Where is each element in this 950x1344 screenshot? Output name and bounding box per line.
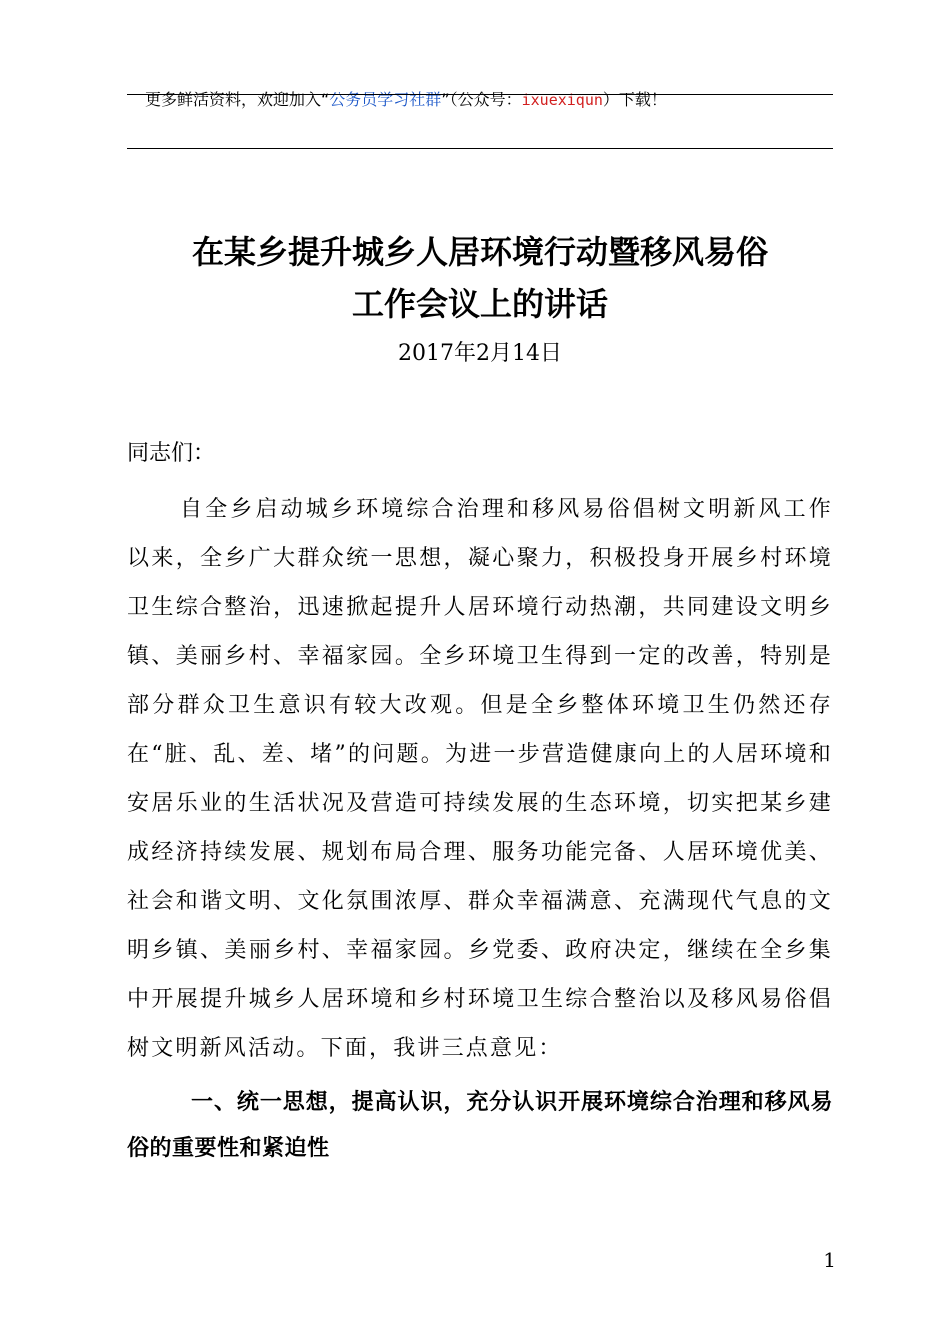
header-rule-bottom (127, 148, 833, 149)
greeting: 同志们： (127, 441, 216, 466)
header-rule-top (127, 94, 833, 95)
wechat-account: ixuexiqun (521, 91, 603, 109)
promo-banner (127, 88, 833, 112)
banner-middle: ”（公众号： (441, 90, 522, 109)
banner-prefix: 更多鲜活资料，欢迎加入“ (145, 90, 330, 109)
body-paragraph: 自全乡启动城乡环境综合治理和移风易俗倡树文明新风工作以来，全乡广大群众统一思想，凝心聚力，积极投身开展乡村环境卫生综合整治，迅速掀起提升人居环境行动热潮，共同建设文明乡镇、美丽乡村、幸福家园。全乡环境卫生得到一定的改善，特别是部分群众卫生意识有较大改观。但是全乡整体环境卫生仍然还存在“脏、乱、差、堵”的问题。为进一步营造健康向上的人居环境和安居乐业的生活状况及营造可持续发展的生态环境，切实把某乡建成经济持续发展、规划布局合理、服务功能完备、人居环境优美、社会和谐文明、文化氛围浓厚、群众幸福满意、充满现代气息的文明乡镇、美丽乡村、幸福家园。乡党委、政府决定，继续在全乡集中开展提升城乡人居环境和乡村环境卫生综合整治以及移风易俗倡树文明新风活动。下面，我讲三点意见： (127, 497, 833, 1061)
banner-suffix: ）下载！ (602, 90, 667, 109)
document-date: 2017年2月14日 (398, 341, 562, 366)
document-title-line2: 工作会议上的讲话 (351, 285, 608, 323)
document-title-line1: 在某乡提升城乡人居环境行动暨移风易俗 (191, 233, 768, 271)
group-name-link[interactable]: 公务员学习社群 (329, 90, 442, 109)
page-number: 1 (823, 1248, 836, 1272)
section-heading-1: 一、统一思想，提高认识，充分认识开展环境综合治理和移风易俗的重要性和紧迫性 (127, 1090, 833, 1161)
